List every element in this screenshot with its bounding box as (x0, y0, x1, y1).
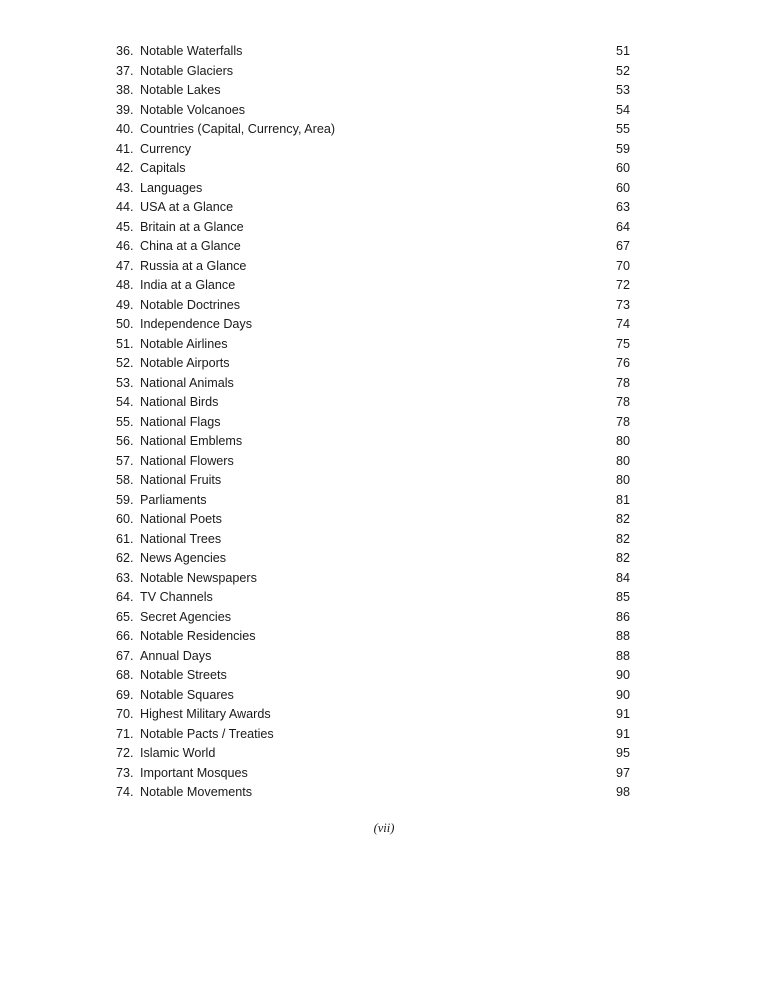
toc-entry-page-number: 59 (615, 141, 630, 156)
toc-entry-number: 60. (116, 512, 134, 526)
page-folio: (vii) (373, 821, 395, 835)
toc-entry-page-number: 60 (615, 180, 630, 195)
toc-entry-number: 51. (116, 336, 134, 351)
toc-entry-number: 68. (116, 668, 134, 682)
toc-entry-left (116, 432, 242, 452)
toc-entry-number: 66. (116, 629, 134, 643)
toc-entry-number: 62. (116, 551, 134, 565)
toc-entry-number: 42. (116, 161, 134, 175)
toc-entry-title: Russia at a Glance (140, 258, 247, 273)
toc-entry-page-number: 73 (615, 297, 630, 312)
toc-entry-page-number: 80 (615, 473, 630, 487)
toc-entry-title: Islamic World (140, 746, 216, 760)
toc-entry-number: 73. (116, 765, 134, 780)
toc-entry-left (116, 296, 240, 316)
toc-entry-page-number: 97 (615, 765, 630, 780)
toc-entry-left (116, 276, 235, 296)
toc-entry-page-number: 75 (615, 336, 630, 351)
toc-entry-left (116, 393, 218, 413)
toc-entry-left (116, 491, 207, 511)
toc-entry-title: National Birds (140, 395, 219, 409)
toc-entry-left (116, 530, 221, 550)
toc-entry-number: 54. (116, 395, 134, 409)
toc-entry-left (116, 257, 246, 277)
toc-entry-left (116, 159, 186, 179)
toc-entry[interactable] (116, 354, 630, 374)
toc-entry-left (116, 588, 213, 608)
toc-entry-left (116, 81, 221, 101)
toc-entry-page-number: 95 (615, 746, 630, 760)
toc-entry[interactable] (116, 62, 630, 82)
toc-entry-page-number: 84 (615, 570, 630, 585)
toc-entry-left (116, 510, 222, 530)
toc-entry-number: 44. (116, 200, 134, 214)
toc-entry-page-number: 52 (615, 63, 630, 78)
toc-entry-left (116, 335, 228, 355)
toc-entry-left (116, 237, 241, 257)
toc-entry[interactable] (116, 725, 630, 745)
toc-entry[interactable] (116, 315, 630, 335)
toc-entry[interactable] (116, 413, 630, 433)
toc-entry[interactable] (116, 452, 630, 472)
toc-entry-number: 72. (116, 746, 134, 760)
toc-entry-number: 40. (116, 122, 134, 136)
toc-entry-number: 74. (116, 785, 134, 799)
toc-entry-left (116, 608, 231, 628)
toc-entry-title: National Poets (140, 512, 222, 526)
toc-entry-title: Annual Days (140, 648, 212, 663)
toc-entry-left (116, 549, 226, 569)
toc-entry-title: India at a Glance (140, 278, 236, 292)
toc-entry-number: 64. (116, 590, 134, 604)
toc-entry-left (116, 471, 221, 491)
toc-entry-number: 59. (116, 492, 134, 507)
toc-entry-title: National Fruits (140, 473, 222, 487)
toc-entry-left (116, 120, 335, 140)
toc-entry-number: 48. (116, 278, 134, 292)
toc-entry-number: 57. (116, 453, 134, 468)
toc-entry-left (116, 666, 227, 686)
toc-entry-number: 43. (116, 180, 134, 195)
toc-entry[interactable] (116, 686, 630, 706)
toc-entry[interactable] (116, 491, 630, 511)
toc-entry-title: Notable Airlines (140, 336, 228, 351)
toc-entry-number: 47. (116, 258, 134, 273)
toc-entry-title: News Agencies (140, 551, 227, 565)
toc-entry-number: 63. (116, 570, 134, 585)
toc-entry[interactable] (116, 237, 630, 257)
toc-entry-number: 52. (116, 356, 134, 370)
toc-entry[interactable] (116, 140, 630, 160)
toc-entry-title: Notable Lakes (140, 83, 221, 97)
toc-entry-title: Britain at a Glance (140, 219, 244, 234)
toc-entry-title: Important Mosques (140, 765, 248, 780)
toc-entry[interactable] (116, 666, 630, 686)
toc-entry-number: 36. (116, 44, 134, 58)
toc-entry-page-number: 81 (615, 492, 630, 507)
toc-entry-title: National Animals (140, 375, 234, 390)
toc-entry-title: National Emblems (140, 434, 243, 448)
toc-entry-title: Notable Doctrines (140, 297, 241, 312)
toc-entry-page-number: 78 (615, 414, 630, 429)
toc-entry-left (116, 42, 242, 62)
toc-entry-page-number: 67 (615, 239, 630, 253)
toc-entry-page-number: 74 (615, 317, 630, 331)
toc-entry-title: Highest Military Awards (140, 707, 271, 721)
toc-entry-left (116, 744, 215, 764)
toc-entry[interactable] (116, 569, 630, 589)
toc-entry[interactable] (116, 81, 630, 101)
toc-entry-title: USA at a Glance (140, 200, 234, 214)
toc-entry-page-number: 90 (615, 668, 630, 682)
toc-entry-left (116, 725, 274, 745)
toc-entry-left (116, 315, 252, 335)
toc-entry-number: 38. (116, 83, 134, 97)
toc-entry-left (116, 569, 257, 589)
toc-entry-left (116, 764, 248, 784)
toc-entry-page-number: 60 (615, 161, 630, 175)
toc-entry[interactable] (116, 374, 630, 394)
toc-entry-page-number: 91 (615, 726, 630, 741)
toc-entry-page-number: 85 (615, 590, 630, 604)
toc-entry[interactable] (116, 647, 630, 667)
toc-entry[interactable] (116, 783, 630, 803)
toc-entry-page-number: 90 (615, 687, 630, 702)
toc-entry-left (116, 705, 271, 725)
toc-entry-title: Notable Squares (140, 687, 234, 702)
toc-entry[interactable] (116, 744, 630, 764)
toc-entry-number: 39. (116, 102, 134, 117)
toc-entry-number: 67. (116, 648, 134, 663)
toc-entry-left (116, 686, 234, 706)
toc-entry-page-number: 80 (615, 434, 630, 448)
toc-entry-page-number: 78 (615, 395, 630, 409)
toc-entry-left (116, 354, 230, 374)
toc-entry-left (116, 198, 233, 218)
toc-entry-left (116, 627, 256, 647)
toc-entry[interactable] (116, 198, 630, 218)
toc-entry-title: Notable Residencies (140, 629, 256, 643)
toc-entry-left (116, 140, 191, 160)
toc-entry[interactable] (116, 393, 630, 413)
toc-entry-title: China at a Glance (140, 239, 241, 253)
toc-entry[interactable] (116, 257, 630, 277)
toc-entry-title: National Trees (140, 531, 222, 546)
toc-entry-page-number: 91 (615, 707, 630, 721)
toc-entry[interactable] (116, 471, 630, 491)
toc-entry[interactable] (116, 432, 630, 452)
toc-entry-number: 61. (116, 531, 134, 546)
toc-entry-page-number: 82 (615, 551, 630, 565)
toc-entry[interactable] (116, 42, 630, 62)
toc-entry-title: Notable Movements (140, 785, 252, 799)
toc-entry-title: Notable Airports (140, 356, 230, 370)
toc-entry[interactable] (116, 608, 630, 628)
toc-entry[interactable] (116, 764, 630, 784)
toc-entry-page-number: 54 (615, 102, 630, 117)
toc-entry[interactable] (116, 120, 630, 140)
toc-entry-title: Independence Days (140, 317, 253, 331)
toc-entry-page-number: 88 (615, 648, 630, 663)
toc-entry-number: 41. (116, 141, 134, 156)
toc-entry-page-number: 88 (615, 629, 630, 643)
toc-entry[interactable] (116, 101, 630, 121)
toc-entry[interactable] (116, 510, 630, 530)
toc-entry-title: Notable Waterfalls (140, 44, 243, 58)
toc-entry[interactable] (116, 588, 630, 608)
toc-entry-number: 65. (116, 609, 134, 624)
toc-entry-title: Capitals (140, 161, 186, 175)
toc-entry-page-number: 72 (615, 278, 630, 292)
toc-entry-number: 55. (116, 414, 134, 429)
toc-entry-number: 49. (116, 297, 134, 312)
toc-entry-title: Languages (140, 180, 203, 195)
toc-entry-title: Parliaments (140, 492, 207, 507)
toc-entry[interactable] (116, 218, 630, 238)
toc-entry-page-number: 63 (615, 200, 630, 214)
toc-entry-left (116, 179, 202, 199)
toc-entry[interactable] (116, 159, 630, 179)
toc-entry-title: TV Channels (140, 590, 213, 604)
toc-entry-number: 69. (116, 687, 134, 702)
toc-entry-page-number: 51 (615, 44, 630, 58)
toc-entry-page-number: 98 (615, 785, 630, 799)
toc-entry[interactable] (116, 549, 630, 569)
toc-entry-title: Currency (140, 141, 192, 156)
toc-entry-left (116, 101, 245, 121)
toc-entry[interactable] (116, 276, 630, 296)
toc-entry-left (116, 452, 234, 472)
toc-entry-number: 45. (116, 219, 134, 234)
toc-entry-number: 37. (116, 63, 134, 78)
toc-entry[interactable] (116, 627, 630, 647)
toc-entry-left (116, 218, 244, 238)
toc-entry-title: National Flowers (140, 453, 234, 468)
toc-entry-page-number: 64 (615, 219, 630, 234)
toc-entry-page-number: 78 (615, 375, 630, 390)
toc-entry[interactable] (116, 179, 630, 199)
toc-entry-page-number: 76 (615, 356, 630, 370)
toc-entry-number: 70. (116, 707, 134, 721)
toc-entry-number: 58. (116, 473, 134, 487)
toc-entry-page-number: 86 (615, 609, 630, 624)
toc-entry-page-number: 82 (615, 512, 630, 526)
toc-entry-title: Notable Newspapers (140, 570, 257, 585)
toc-entry-title: Notable Volcanoes (140, 102, 246, 117)
toc-entry-number: 71. (116, 726, 134, 741)
toc-entry-page-number: 55 (615, 122, 630, 136)
toc-entry-title: Notable Glaciers (140, 63, 234, 78)
toc-entry-page-number: 53 (615, 83, 630, 97)
toc-entry-page-number: 80 (615, 453, 630, 468)
table-of-contents (116, 42, 630, 803)
toc-entry[interactable] (116, 705, 630, 725)
toc-entry-number: 46. (116, 239, 134, 253)
toc-entry-left (116, 413, 221, 433)
toc-entry-number: 50. (116, 317, 134, 331)
toc-entry-page-number: 70 (615, 258, 630, 273)
toc-entry-number: 56. (116, 434, 134, 448)
toc-entry[interactable] (116, 530, 630, 550)
toc-entry-left (116, 647, 211, 667)
toc-entry[interactable] (116, 335, 630, 355)
toc-entry-left (116, 783, 252, 803)
toc-entry-left (116, 62, 233, 82)
toc-entry-title: Notable Pacts / Treaties (140, 726, 274, 741)
toc-entry-title: National Flags (140, 414, 221, 429)
toc-entry-page-number: 82 (615, 531, 630, 546)
toc-entry-left (116, 374, 234, 394)
toc-entry-title: Countries (Capital, Currency, Area) (140, 122, 336, 136)
toc-entry-number: 53. (116, 375, 134, 390)
toc-entry-title: Secret Agencies (140, 609, 232, 624)
toc-entry[interactable] (116, 296, 630, 316)
toc-entry-title: Notable Streets (140, 668, 227, 682)
